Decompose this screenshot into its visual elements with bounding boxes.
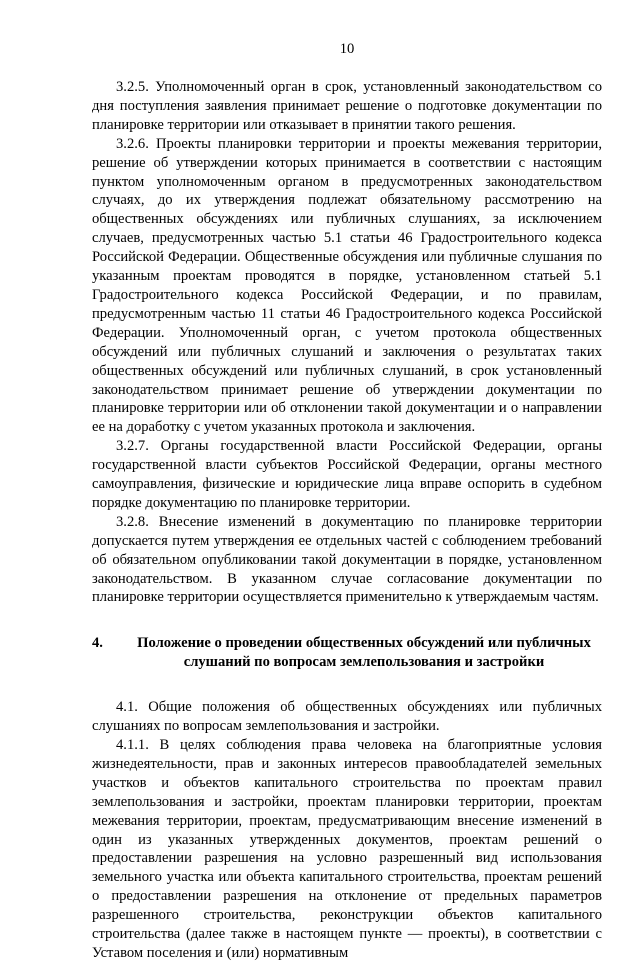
paragraph-3-2-8: 3.2.8. Внесение изменений в документацию по планировке территории допускается путем утверждения ее отдельных частей с соблюдением требований об обязательном опубликовании такой документации в порядке, установленном законодательством. В указанном случае согласование документации по планировке территории осуществляется применительно к утверждаемым частям. [92,513,602,606]
page-number: 10 [339,41,355,57]
paragraph-3-2-5: 3.2.5. Уполномоченный орган в срок, установленный законодательством со дня поступления заявления принимает решение о подготовке документации по планировке территории или отказывает в принятии такого решения. [92,79,602,133]
section-number: 4. [92,635,103,652]
section-title: Положение о проведении общественных обсуждений или публичных слушаний по вопросам землепользования и застройки [137,635,591,671]
section-heading [92,634,602,672]
paragraph-3-2-6: 3.2.6. Проекты планировки территории и проекты межевания территории, решение об утверждении которых принимается в соответствии с настоящим пунктом уполномоченным органом в предусмотренных законодательством случаях, до их утверждения подлежат обязательному рассмотрению на общественных обсуждениях или публичных слушаниях, за исключением случаев, предусмотренных частью 5.1 статьи 46 Градостроительного кодекса Российской Федерации. Общественные обсуждения или публичные слушания по указанным проектам проводятся в порядке, установленном статьей 5.1 Градостроительного кодекса Российской Федерации, и по правилам, предусмотренным частью 11 статьи 46 Градостроительного кодекса Российской Федерации. Уполномоченный орган, с учетом протокола общественных обсуждений или публичных слушаний и заключения о результатах таких общественных обсуждений или публичных слушаний, в срок установленный законодательством принимает решение об утверждении документации по планировке территории или об отклонении такой документации и о направлении ее на доработку с учетом указанных протокола и заключения. [92,135,602,436]
paragraph-3-2-7: 3.2.7. Органы государственной власти Российской Федерации, органы государственной власти субъектов Российской Федерации, органы местного самоуправления, физические и юридические лица вправе оспорить в судебном порядке документацию по планировке территории. [92,438,602,511]
paragraph-4-1: 4.1. Общие положения об общественных обсуждениях или публичных слушаниях по вопросам землепользования и застройки. [92,699,602,735]
paragraph-4-1-1: 4.1.1. В целях соблюдения права человека на благоприятные условия жизнедеятельности, прав и законных интересов правообладателей земельных участков и объектов капитального строительства по проектам правил землепользования и застройки, проектам планировки территории, проектам межевания территории, проектам, предусматривающим внесение изменений в один из указанных утвержденных документов, проектам решений о предоставлении разрешения на условно разрешенный вид использования земельного участка или объекта капитального строительства, проектам решений о предоставлении разрешения на отклонение от предельных параметров разрешенного строительства, реконструкции объектов капитального строительства (далее также в настоящем пункте — проекты), в соответствии с Уставом поселения и (или) нормативным [92,737,602,961]
